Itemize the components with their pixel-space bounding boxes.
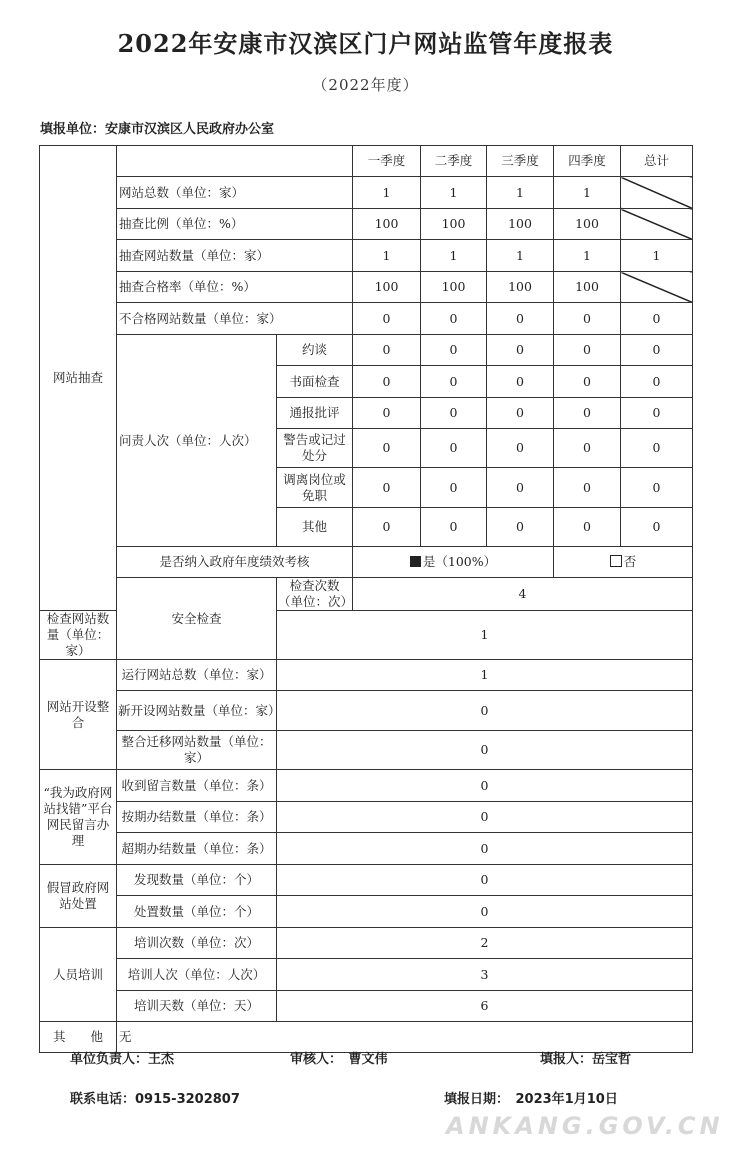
cell-value: 0 [277, 731, 693, 770]
table-row [40, 896, 693, 928]
cell-value: 0 [277, 802, 693, 833]
section-label-error-report: “我为政府网站找错”平台网民留言办理 [40, 770, 117, 865]
cell-value: 0 [621, 429, 693, 468]
page-subtitle: （2022年度） [312, 76, 419, 94]
sub-row-label: 约谈 [277, 335, 353, 366]
reporting-unit: 填报单位：安康市汉滨区人民政府办公室 [40, 122, 275, 137]
table-row [40, 660, 693, 691]
cell-value: 0 [277, 833, 693, 865]
cell-value: 0 [277, 865, 693, 896]
row-label: 处置数量（单位：个） [117, 896, 277, 928]
row-label: 整合迁移网站数量（单位：家） [117, 731, 277, 770]
cell-value: 0 [621, 335, 693, 366]
section-label-integration: 网站开设整合 [40, 660, 117, 770]
cell-value: 0 [621, 398, 693, 429]
cell-value: 100 [421, 272, 487, 303]
cell-value: 0 [421, 303, 487, 335]
table-row [40, 209, 693, 240]
diagonal-empty-cell [621, 177, 693, 209]
cell-value: 100 [554, 272, 621, 303]
sub-row-label: 警告或记过处分 [277, 429, 353, 468]
performance-no-label: 否 [623, 554, 637, 569]
report-table [39, 145, 693, 1053]
table-row [40, 802, 693, 833]
table-row [40, 991, 693, 1022]
row-label: 培训天数（单位：天） [117, 991, 277, 1022]
cell-value: 0 [353, 303, 421, 335]
reviewer: 审核人： 曹文伟 [290, 1052, 388, 1067]
performance-row [40, 547, 693, 578]
cell-value: 100 [421, 209, 487, 240]
accountability-label: 问责人次（单位：人次） [117, 335, 277, 547]
section-label-security: 安全检查 [117, 578, 277, 660]
cell-value: 0 [421, 366, 487, 398]
unit-head: 单位负责人：王杰 [70, 1052, 175, 1067]
cell-value: 0 [487, 429, 554, 468]
row-label: 超期办结数量（单位：条） [117, 833, 277, 865]
filler: 填报人：岳宝哲 [540, 1052, 632, 1067]
cell-value: 0 [421, 335, 487, 366]
cell-value: 0 [487, 303, 554, 335]
page-title: 2022年安康市汉滨区门户网站监管年度报表 [117, 29, 614, 58]
contact-phone: 联系电话：0915-3202807 [70, 1092, 240, 1107]
cell-value: 0 [487, 398, 554, 429]
table-row [40, 578, 693, 611]
cell-value: 0 [421, 468, 487, 508]
diagonal-empty-cell [621, 272, 693, 303]
performance-yes-label: 是（100%） [422, 554, 497, 569]
table-row [40, 865, 693, 896]
cell-value: 0 [277, 691, 693, 731]
row-label: 检查网站数量（单位：家） [40, 611, 117, 660]
cell-value: 100 [353, 272, 421, 303]
row-label: 培训次数（单位：次） [117, 928, 277, 959]
cell-value: 0 [487, 508, 554, 547]
cell-value: 1 [353, 177, 421, 209]
cell-value: 0 [277, 896, 693, 928]
cell-value: 0 [621, 508, 693, 547]
row-label: 运行网站总数（单位：家） [117, 660, 277, 691]
cell-value: 0 [554, 303, 621, 335]
row-label: 新开设网站数量（单位：家） [117, 691, 277, 731]
section-label-training: 人员培训 [40, 928, 117, 1022]
cell-value: 1 [421, 240, 487, 272]
cell-value: 0 [487, 468, 554, 508]
cell-value: 0 [353, 508, 421, 547]
cell-value: 1 [621, 240, 693, 272]
cell-value: 1 [277, 611, 693, 660]
cell-value: 0 [621, 366, 693, 398]
cell-value: 0 [621, 303, 693, 335]
cell-value: 1 [277, 660, 693, 691]
cell-value: 0 [487, 335, 554, 366]
cell-value: 100 [353, 209, 421, 240]
sub-row-label: 通报批评 [277, 398, 353, 429]
table-row [40, 731, 693, 770]
header-total: 总计 [621, 146, 693, 177]
table-row [40, 177, 693, 209]
cell-value: 100 [487, 272, 554, 303]
header-q4: 四季度 [554, 146, 621, 177]
unchecked-box-icon [610, 555, 622, 567]
cell-value: 0 [554, 429, 621, 468]
cell-value: 1 [487, 240, 554, 272]
table-row [40, 303, 693, 335]
header-q1: 一季度 [353, 146, 421, 177]
performance-label: 是否纳入政府年度绩效考核 [117, 547, 353, 578]
sub-row-label: 其他 [277, 508, 353, 547]
header-row [40, 146, 693, 177]
cell-value: 0 [353, 468, 421, 508]
row-label: 发现数量（单位：个） [117, 865, 277, 896]
cell-value: 0 [621, 468, 693, 508]
row-label: 抽查合格率（单位：%） [117, 272, 353, 303]
row-label: 抽查网站数量（单位：家） [117, 240, 353, 272]
cell-value: 0 [353, 366, 421, 398]
cell-value: 0 [353, 335, 421, 366]
cell-value: 3 [277, 959, 693, 991]
row-label: 不合格网站数量（单位：家） [117, 303, 353, 335]
other-label: 其 他 [40, 1022, 117, 1053]
cell-value: 0 [353, 398, 421, 429]
cell-value: 0 [421, 429, 487, 468]
cell-value: 1 [421, 177, 487, 209]
table-row [40, 272, 693, 303]
checked-box-icon [410, 556, 421, 567]
diagonal-empty-cell [621, 209, 693, 240]
table-row [40, 959, 693, 991]
cell-value: 4 [353, 578, 693, 611]
cell-value: 1 [353, 240, 421, 272]
header-q3: 三季度 [487, 146, 554, 177]
cell-value: 100 [554, 209, 621, 240]
row-label: 检查次数（单位：次） [278, 578, 354, 609]
table-row [40, 928, 693, 959]
row-label: 抽查比例（单位：%） [117, 209, 353, 240]
cell-value: 6 [277, 991, 693, 1022]
sub-row-label: 书面检查 [277, 366, 353, 398]
cell-value: 0 [421, 398, 487, 429]
cell-value: 1 [554, 240, 621, 272]
table-row [40, 770, 693, 802]
cell-value: 0 [353, 429, 421, 468]
cell-value: 0 [554, 468, 621, 508]
performance-no [554, 547, 693, 578]
header-blank-cell [117, 146, 353, 177]
cell-value: 0 [421, 508, 487, 547]
cell-value: 1 [487, 177, 554, 209]
table-row [40, 833, 693, 865]
cell-value: 0 [554, 366, 621, 398]
header-q2: 二季度 [421, 146, 487, 177]
performance-yes [353, 547, 554, 578]
cell-value: 0 [277, 770, 693, 802]
table-row [40, 691, 693, 731]
cell-value: 0 [487, 366, 554, 398]
section-label-spot-check: 网站抽查 [40, 146, 117, 611]
row-label: 培训人次（单位：人次） [117, 959, 277, 991]
row-label: 按期办结数量（单位：条） [117, 802, 277, 833]
sub-row-label: 调离岗位或免职 [277, 468, 353, 508]
section-label-counterfeit: 假冒政府网站处置 [40, 865, 117, 928]
row-label: 收到留言数量（单位：条） [117, 770, 277, 802]
report-date: 填报日期： 2023年1月10日 [444, 1092, 618, 1107]
cell-value: 0 [554, 335, 621, 366]
other-value: 无 [117, 1022, 693, 1053]
cell-value: 100 [487, 209, 554, 240]
cell-value: 0 [554, 508, 621, 547]
row-label: 网站总数（单位：家） [117, 177, 353, 209]
cell-value: 1 [554, 177, 621, 209]
table-row [40, 335, 693, 366]
cell-value: 0 [554, 398, 621, 429]
table-row [40, 240, 693, 272]
site-watermark: ANKANG.GOV.CN [446, 1112, 724, 1140]
cell-value: 2 [277, 928, 693, 959]
